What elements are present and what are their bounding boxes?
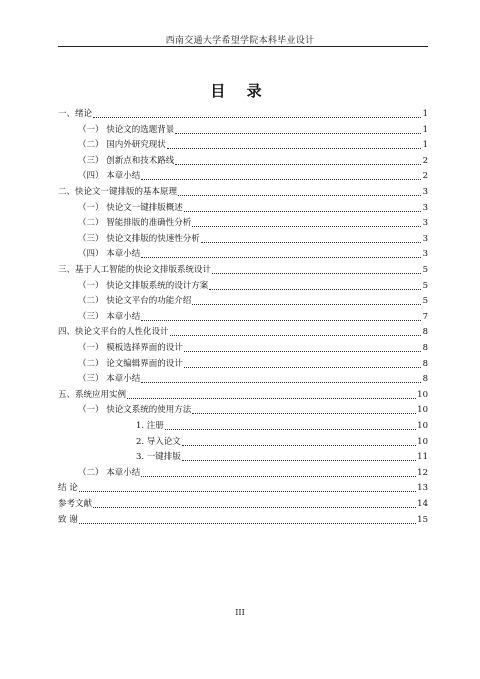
toc-dot-leader [141,382,421,383]
toc-dot-leader [192,304,421,305]
toc-dot-leader [93,117,421,118]
toc-dot-leader [212,273,421,274]
toc-entry[interactable] [58,390,428,401]
toc-entry-page: 12 [417,467,428,478]
toc-dot-leader [175,133,421,134]
toc-entry-label: （二） 论文编辑界面的设计 [78,358,183,369]
toc-entry[interactable] [136,421,428,432]
toc-dot-leader [170,335,421,336]
toc-dot-leader [167,148,421,149]
toc-entry[interactable] [78,343,428,354]
toc-entry-label: 三、基于人工智能的快论文排版系统设计 [58,265,212,275]
toc-entry[interactable] [78,374,428,385]
toc-dot-leader [192,413,416,414]
toc-entry-label: （一） 快论文一键排版概述 [78,202,183,213]
toc-entry[interactable] [58,499,428,510]
toc-entry-label: （二） 本章小结 [78,467,141,478]
toc-entry[interactable] [58,265,428,276]
toc-entry-page: 8 [422,343,428,353]
toc-entry-page: 7 [422,311,428,322]
toc-dot-leader [141,257,421,258]
toc-entry[interactable] [78,218,428,229]
toc-entry-label: 结 论 [58,483,78,494]
toc-entry-page: 8 [422,327,428,338]
toc-dot-leader [178,195,421,196]
toc-entry-label: （四） 本章小结 [78,249,141,260]
toc-entry[interactable] [78,140,428,151]
toc-entry-page: 3 [422,218,428,229]
toc-entry-page: 1 [422,124,428,135]
toc-entry-label: 2. 导入论文 [136,436,181,447]
toc-entry[interactable] [78,359,428,370]
toc-entry-page: 1 [422,109,428,119]
toc-entry-label: （三） 本章小结 [78,374,141,385]
toc-dot-leader [79,523,416,524]
toc-entry[interactable] [78,312,428,323]
toc-entry-page: 2 [422,155,428,166]
toc-entry-page: 10 [417,436,428,447]
toc-dot-leader [209,289,421,290]
toc-entry-label: （一） 快论文排版系统的设计方案 [78,280,209,291]
toc-entry[interactable] [78,125,428,136]
toc-entry[interactable] [78,405,428,416]
toc-entry-page: 10 [417,389,428,400]
toc-entry-page: 3 [422,187,428,197]
toc-entry-label: （四） 本章小结 [78,171,141,182]
toc-entry-page: 10 [417,405,428,416]
toc-entry-page: 13 [417,483,428,494]
toc-entry-label: （一） 快论文系统的使用方法 [78,405,192,416]
toc-dot-leader [141,476,416,477]
toc-dot-leader [141,179,421,180]
toc-entry[interactable] [78,249,428,260]
toc-entry[interactable] [78,171,428,182]
toc-title: 目 录 [210,82,270,100]
toc-dot-leader [184,367,421,368]
toc-dot-leader [182,445,416,446]
toc-entry-label: 二、快论文一键排版的基本原理 [58,187,178,197]
toc-entry-page: 10 [417,421,428,431]
toc-dot-leader [184,351,421,352]
toc-entry-page: 2 [422,171,428,182]
page-number: III [235,608,245,617]
toc-entry-label: 3. 一键排版 [136,452,181,463]
toc-entry-label: 参考文献 [58,499,93,509]
toc-entry-label: （一） 快论文的选题背景 [78,124,175,135]
toc-entry-page: 8 [422,374,428,385]
toc-entry[interactable] [58,483,428,494]
toc-entry[interactable] [58,327,428,338]
toc-entry[interactable] [78,234,428,245]
toc-entry[interactable] [78,203,428,214]
toc-entry[interactable] [78,281,428,292]
toc-entry-label: 1. 注册 [136,421,164,431]
toc-dot-leader [175,164,421,165]
toc-entry-page: 3 [422,249,428,260]
toc-entry-label: （三） 创新点和技术路线 [78,155,175,166]
toc-entry-label: （二） 国内外研究现状 [78,140,166,151]
toc-dot-leader [201,242,421,243]
toc-dot-leader [79,491,416,492]
toc-dot-leader [184,211,421,212]
toc-entry-label: （一） 模板选择界面的设计 [78,343,183,353]
toc-entry-label: 五、系统应用实例 [58,389,127,400]
toc-entry-page: 8 [422,358,428,369]
toc-entry-label: 致 谢 [58,514,78,525]
toc-entry-label: 一、绪论 [58,109,93,119]
toc-entry-page: 5 [422,296,428,307]
toc-entry-label: （二） 智能排版的准确性分析 [78,218,192,229]
toc-entry[interactable] [78,156,428,167]
toc-entry-page: 3 [422,233,428,244]
toc-entry-page: 15 [417,514,428,525]
toc-entry-page: 1 [422,140,428,151]
toc-dot-leader [165,429,416,430]
toc-entry-label: （二） 快论文平台的功能介绍 [78,296,192,307]
toc-entry[interactable] [58,515,428,526]
header-rule [58,46,428,47]
toc-entry-page: 3 [422,202,428,213]
toc-entry[interactable] [58,187,428,198]
toc-dot-leader [141,320,421,321]
toc-entry-label: （三） 本章小结 [78,311,141,322]
toc-dot-leader [182,460,416,461]
toc-entry-page: 5 [422,265,428,275]
toc-entry-page: 5 [422,280,428,291]
toc-entry[interactable] [78,296,428,307]
toc-entry-label: （三） 快论文排版的快速性分析 [78,233,200,244]
toc-entry[interactable] [78,468,428,479]
toc-dot-leader [127,398,416,399]
toc-entry-label: 四、快论文平台的人性化设计 [58,327,169,338]
toc-entry-page: 14 [417,499,428,509]
toc-entry-page: 11 [417,452,428,463]
running-header: 西南交通大学希望学院本科毕业设计 [165,36,315,46]
toc-dot-leader [192,226,421,227]
toc-entry[interactable] [58,109,428,120]
toc-dot-leader [93,507,416,508]
toc-entry[interactable] [136,437,428,448]
toc-entry[interactable] [136,452,428,463]
